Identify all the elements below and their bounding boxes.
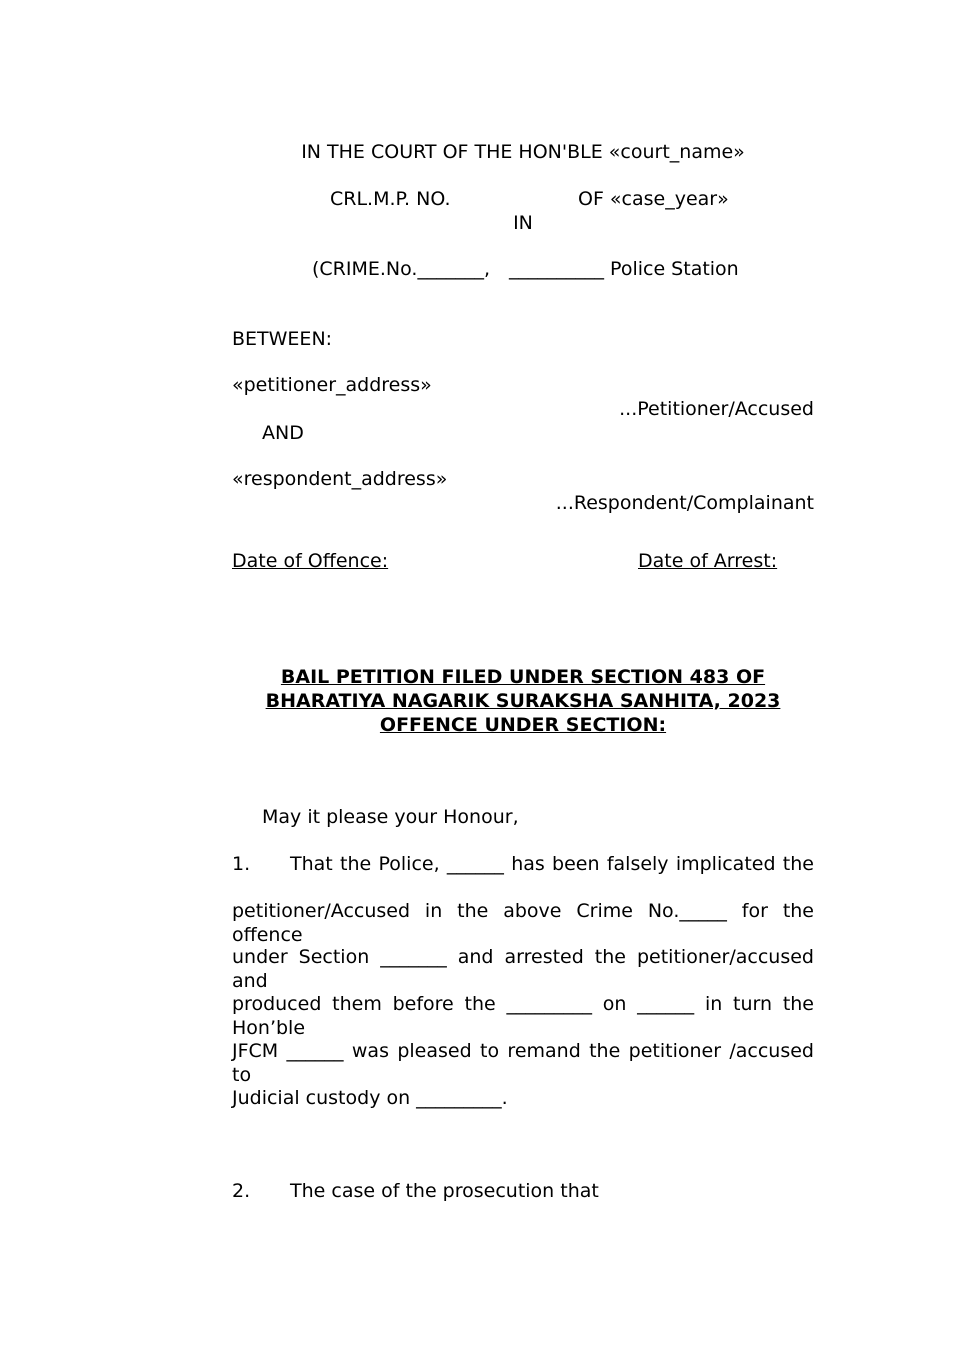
petitioner-address: «petitioner_address» xyxy=(232,374,432,396)
paragraph-2-text: The case of the prosecution that xyxy=(290,1180,599,1202)
date-of-arrest-label: Date of Arrest: xyxy=(638,550,778,572)
crlmp-number-label: CRL.M.P. NO. xyxy=(330,188,451,210)
paragraph-1-line: under Section _______ and arrested the petitioner/accused and xyxy=(232,946,814,992)
paragraph-1-line: Judicial custody on _________. xyxy=(232,1087,508,1109)
salutation: May it please your Honour, xyxy=(262,806,519,828)
petition-title-line-3: OFFENCE UNDER SECTION: xyxy=(379,714,667,736)
crime-number-field: (CRIME.No._______, xyxy=(312,258,491,280)
paragraph-1-line: JFCM ______ was pleased to remand the petitioner /accused to xyxy=(232,1040,814,1086)
paragraph-2-number: 2. xyxy=(232,1180,251,1202)
petition-title-line-2: BHARATIYA NAGARIK SURAKSHA SANHITA, 2023 xyxy=(265,690,781,712)
and-label: AND xyxy=(262,422,304,444)
paragraph-1-line: produced them before the _________ on ______ in turn the Hon’ble xyxy=(232,993,814,1039)
paragraph-1-line: That the Police, ______ has been falsely implicated the xyxy=(290,853,814,875)
petition-title-line-1: BAIL PETITION FILED UNDER SECTION 483 OF xyxy=(280,666,766,688)
date-of-offence-label: Date of Offence: xyxy=(232,550,389,572)
paragraph-1-line: petitioner/Accused in the above Crime No._____ for the offence xyxy=(232,900,814,946)
police-station-field: __________ Police Station xyxy=(509,258,739,280)
paragraph-1-number: 1. xyxy=(232,853,251,875)
petitioner-role: ...Petitioner/Accused xyxy=(619,398,814,420)
court-heading: IN THE COURT OF THE HON'BLE «court_name» xyxy=(301,141,745,163)
in-label: IN xyxy=(513,212,533,234)
respondent-role: ...Respondent/Complainant xyxy=(555,492,814,514)
case-year-label: OF «case_year» xyxy=(578,188,729,210)
respondent-address: «respondent_address» xyxy=(232,468,448,490)
between-label: BETWEEN: xyxy=(232,328,333,350)
